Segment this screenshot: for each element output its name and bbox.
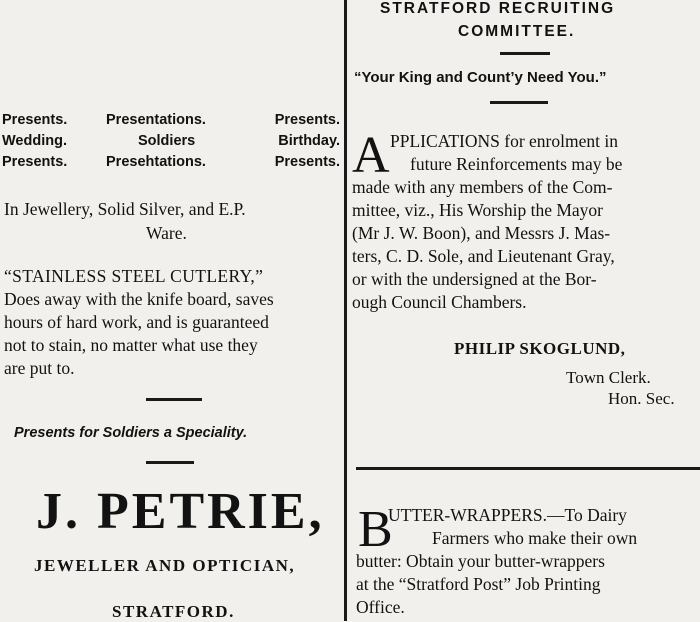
gift-cell: Birthday. (278, 133, 340, 149)
signatory-title: Hon. Sec. (608, 389, 675, 408)
gift-cell: Presehtations. (106, 154, 206, 170)
gift-row (2, 131, 340, 152)
cutlery-line: hours of hard work, and is guaranteed (4, 312, 269, 332)
notice-line: mittee, viz., His Worship the Mayor (352, 200, 604, 220)
trade-line: JEWELLER AND OPTICIAN, (34, 556, 296, 575)
butter-line: Farmers who make their own (432, 528, 638, 548)
gift-categories-grid (2, 110, 340, 173)
butter-line: butter: Obtain your butter-wrappers (356, 551, 605, 571)
section-rule (356, 467, 700, 470)
recruiting-slogan: “Your King and Count’y Need You.” (354, 69, 607, 86)
cutlery-heading: “STAINLESS STEEL CUTLERY,” (4, 266, 264, 286)
committee-heading: COMMITTEE. (458, 23, 576, 40)
section-divider (490, 101, 548, 104)
gift-cell: Soldiers (138, 133, 196, 149)
notice-line: ough Council Chambers. (352, 292, 527, 312)
notice-line: made with any members of the Com- (352, 177, 613, 197)
cutlery-line: are put to. (4, 358, 75, 378)
butter-line: at the “Stratford Post” Job Printing (356, 574, 601, 594)
section-divider (146, 398, 202, 401)
notice-line: PPLICATIONS for enrolment in (390, 131, 618, 151)
cutlery-line: Does away with the knife board, saves (4, 289, 274, 309)
gift-cell: Presents. (274, 154, 340, 170)
notice-line: or with the undersigned at the Bor- (352, 269, 597, 289)
left-advertisement-column (0, 0, 344, 621)
soldiers-speciality: Presents for Soldiers a Speciality. (14, 425, 248, 441)
town-line: STRATFORD. (112, 602, 235, 621)
right-notices-column (348, 0, 700, 621)
notice-line: (Mr J. W. Boon), and Messrs J. Mas- (352, 223, 611, 243)
butter-line: Office. (356, 597, 405, 617)
signatory-name: PHILIP SKOGLUND, (454, 339, 626, 358)
gift-row (2, 152, 340, 173)
jewellery-line: In Jewellery, Solid Silver, and E.P. (4, 199, 246, 219)
gift-cell: Presents. (2, 154, 68, 170)
signatory-title: Town Clerk. (566, 368, 651, 387)
gift-cell: Presentations. (106, 112, 206, 128)
jewellery-line: Ware. (146, 223, 187, 243)
notice-line: ters, C. D. Sole, and Lieutenant Gray, (352, 246, 615, 266)
gift-row (2, 110, 340, 131)
firm-name: J. PETRIE, (36, 483, 325, 540)
drop-capital: B (358, 501, 393, 558)
drop-capital: A (352, 127, 390, 184)
gift-cell: Presents. (2, 112, 68, 128)
committee-heading: STRATFORD RECRUITING (380, 0, 616, 17)
column-rule (344, 0, 347, 621)
gift-cell: Presents. (274, 112, 340, 128)
butter-line: UTTER-WRAPPERS.—To Dairy (388, 505, 627, 525)
section-divider (146, 461, 194, 464)
gift-cell: Wedding. (2, 133, 67, 149)
section-divider (500, 52, 550, 55)
notice-line: future Reinforcements may be (410, 154, 623, 174)
cutlery-line: not to stain, no matter what use they (4, 335, 258, 355)
